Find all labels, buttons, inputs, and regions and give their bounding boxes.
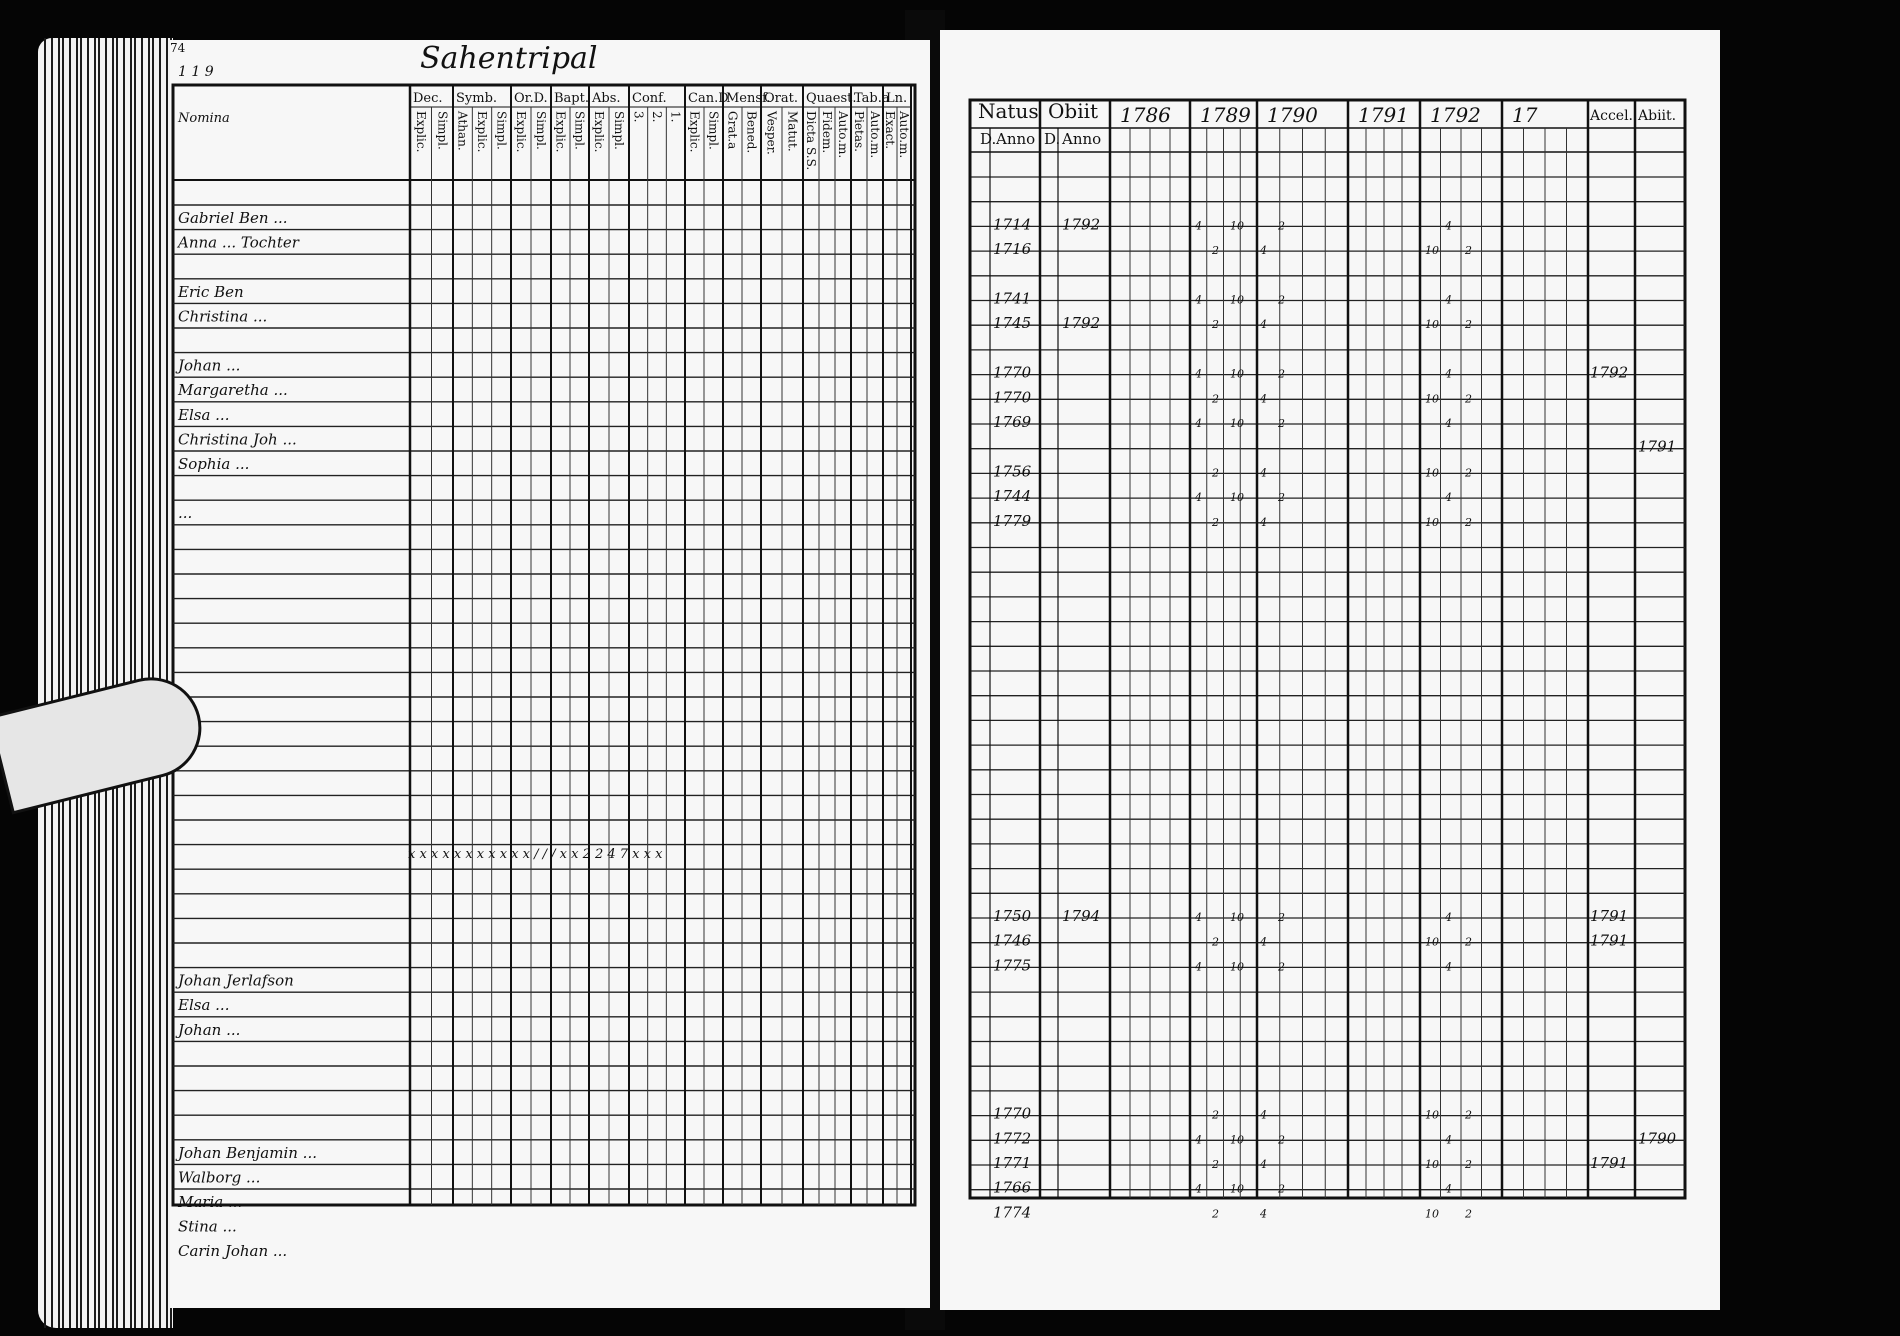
column-group-label: Orat. [764, 91, 798, 106]
column-sub-label: Bened. [744, 111, 759, 154]
column-sub-label: Dicta S.S. [804, 111, 818, 171]
attendance-mark: 4 [1260, 1158, 1267, 1171]
attendance-mark: 10 [1425, 318, 1439, 332]
attendance-mark: 10 [1230, 1182, 1244, 1196]
attendance-mark: 4 [1195, 960, 1202, 974]
year-column-header: 1791 [1358, 103, 1409, 127]
year-column-header: 17 [1512, 103, 1538, 127]
attendance-mark: 2 [1212, 1207, 1219, 1221]
column-sub-label: Matut. [785, 111, 800, 152]
attendance-mark: 2 [1278, 417, 1285, 430]
examination-marks-row: x x x x x x x x x x x / / / x x 2 2 4 7 x x x [408, 847, 663, 862]
person-name: Elsa ... [178, 405, 230, 424]
person-name: Johan ... [178, 1020, 241, 1039]
column-sub-label: 1. [668, 111, 683, 123]
page-edge-line [98, 38, 100, 1328]
attendance-mark: 10 [1230, 293, 1244, 307]
attendance-mark: 2 [1278, 491, 1285, 505]
column-group-label: Tab.a [854, 91, 890, 106]
birth-year: 1779 [993, 511, 1032, 530]
column-group-label: Or.D. [514, 91, 548, 106]
page-edge-line [112, 38, 114, 1328]
page-number: 74 [170, 41, 186, 55]
attendance-mark: 2 [1465, 1158, 1472, 1171]
abiit-header: Abiit. [1638, 108, 1677, 124]
column-sub-label: Auto.m. [868, 111, 882, 159]
attendance-mark: 4 [1195, 417, 1202, 430]
attendance-mark: 2 [1465, 935, 1472, 949]
column-sub-label: 2. [650, 111, 664, 123]
birth-year: 1770 [993, 363, 1032, 382]
column-sub-label: Explic. [592, 111, 606, 153]
attendance-mark: 4 [1445, 367, 1452, 381]
side-year: 1792 [1590, 363, 1629, 382]
person-name: Christina Joh ... [178, 430, 297, 449]
attendance-mark: 2 [1278, 367, 1285, 381]
person-name: Christina ... [178, 307, 268, 326]
natus-day-header: D. [980, 130, 997, 148]
column-group-label: Abs. [592, 91, 621, 106]
parish-title: Sahentripal [420, 41, 598, 76]
page-edge-line [105, 38, 107, 1328]
obiit-header: Obiit [1048, 99, 1099, 123]
attendance-mark: 10 [1425, 392, 1439, 406]
attendance-mark: 2 [1465, 244, 1472, 258]
attendance-mark: 10 [1425, 244, 1439, 258]
attendance-mark: 2 [1465, 392, 1472, 406]
attendance-mark: 4 [1445, 911, 1452, 924]
death-year: 1794 [1062, 907, 1101, 925]
attendance-mark: 4 [1445, 219, 1452, 233]
attendance-mark: 4 [1195, 367, 1202, 381]
column-sub-label: Simpl. [706, 111, 721, 150]
column-group-label: Can.D [688, 91, 729, 106]
attendance-mark: 4 [1445, 417, 1452, 430]
attendance-mark: 2 [1212, 392, 1219, 406]
attendance-mark: 10 [1230, 367, 1244, 381]
column-sub-label: Fidem. [820, 111, 834, 154]
column-sub-label: Explic. [475, 111, 489, 153]
year-column-header: 1789 [1200, 103, 1251, 127]
attendance-mark: 10 [1230, 1133, 1244, 1147]
column-sub-label: Explic. [413, 111, 428, 153]
page-edge-line [87, 38, 89, 1328]
attendance-mark: 10 [1425, 1207, 1439, 1221]
attendance-mark: 4 [1195, 293, 1202, 307]
column-group-label: Dec. [413, 91, 443, 106]
year-column-header: 1786 [1120, 103, 1171, 127]
column-sub-label: Simpl. [494, 111, 509, 150]
column-sub-label: Vesper. [764, 111, 779, 155]
year-column-header: 1790 [1267, 103, 1318, 127]
attendance-mark: 10 [1230, 219, 1244, 233]
page-edge-line [44, 38, 46, 1328]
attendance-mark: 4 [1195, 219, 1202, 233]
attendance-mark: 2 [1278, 1133, 1285, 1147]
column-group-label: Mensf. [726, 91, 771, 106]
attendance-mark: 2 [1465, 1207, 1472, 1221]
column-sub-label: Simpl. [612, 111, 626, 150]
attendance-mark: 4 [1260, 935, 1267, 949]
column-sub-label: Explic. [514, 111, 528, 153]
birth-year: 1746 [993, 931, 1032, 950]
attendance-mark: 2 [1465, 318, 1472, 332]
attendance-mark: 4 [1195, 1133, 1202, 1147]
attendance-mark: 4 [1445, 960, 1452, 974]
attendance-mark: 4 [1195, 491, 1202, 505]
column-sub-label: Pietas. [852, 111, 866, 152]
birth-year: 1772 [993, 1129, 1032, 1148]
person-name: Johan Jerlafson [178, 971, 294, 990]
page-edge-line [58, 38, 60, 1328]
column-sub-label: Auto.m. [836, 111, 850, 159]
page-edge-line [69, 38, 71, 1328]
accessit-header: Accel. [1590, 108, 1634, 124]
attendance-mark: 4 [1445, 1182, 1452, 1196]
page-edge-line [51, 38, 53, 1328]
column-sub-label: Simpl. [572, 111, 587, 150]
column-group-label: Symb. [456, 91, 498, 106]
attendance-mark: 2 [1212, 1158, 1219, 1171]
attendance-mark: 4 [1445, 491, 1452, 505]
side-year: 1791 [1590, 931, 1629, 950]
attendance-mark: 2 [1212, 244, 1219, 258]
page-edge-line [62, 38, 64, 1328]
death-year: 1792 [1062, 314, 1101, 333]
column-sub-label: Exact. [883, 111, 897, 150]
attendance-mark: 4 [1260, 318, 1267, 332]
person-name: Eric Ben [178, 282, 244, 301]
attendance-mark: 4 [1260, 1207, 1267, 1221]
attendance-mark: 10 [1425, 935, 1439, 949]
attendance-mark: 4 [1260, 466, 1267, 480]
person-name: Carin Johan ... [178, 1242, 288, 1261]
column-sub-label: Simpl. [534, 111, 548, 150]
birth-year: 1770 [993, 1104, 1032, 1123]
birth-year: 1714 [993, 215, 1032, 234]
column-sub-label: Explic. [687, 111, 702, 153]
attendance-mark: 2 [1278, 1182, 1285, 1196]
page-edge-line [76, 38, 78, 1328]
birth-year: 1744 [993, 487, 1032, 506]
attendance-mark: 10 [1425, 1108, 1439, 1122]
column-sub-label: Simpl. [435, 111, 450, 150]
side-year: 1791 [1590, 1154, 1629, 1172]
column-sub-label: Athan. [455, 111, 470, 151]
person-name: Walborg ... [178, 1168, 261, 1187]
birth-year: 1750 [993, 907, 1032, 925]
page-mark: 1 1 9 [178, 64, 214, 80]
left-register-table [170, 40, 930, 1308]
column-group-label: Quaest. [806, 91, 857, 106]
attendance-mark: 2 [1278, 960, 1285, 974]
person-name: Margaretha ... [178, 381, 288, 400]
attendance-mark: 10 [1425, 466, 1439, 480]
birth-year: 1774 [993, 1203, 1032, 1222]
attendance-mark: 10 [1425, 1158, 1439, 1171]
attendance-mark: 2 [1212, 466, 1219, 480]
person-name: Elsa ... [178, 996, 230, 1015]
birth-year: 1775 [993, 956, 1032, 975]
column-group-label: Bapt. [554, 91, 589, 106]
obiit-anno-header: Anno [1062, 130, 1102, 148]
year-column-header: 1792 [1430, 103, 1481, 127]
natus-header: Natus [978, 99, 1039, 123]
natus-anno-header: Anno [996, 130, 1036, 148]
person-name: Stina ... [178, 1217, 237, 1236]
attendance-mark: 10 [1230, 417, 1244, 430]
column-sub-label: Auto.m. [897, 111, 911, 159]
attendance-mark: 2 [1212, 515, 1219, 529]
attendance-mark: 4 [1260, 244, 1267, 258]
birth-year: 1766 [993, 1178, 1032, 1197]
attendance-mark: 4 [1260, 1108, 1267, 1122]
attendance-mark: 4 [1195, 911, 1202, 924]
attendance-mark: 4 [1195, 1182, 1202, 1196]
attendance-mark: 2 [1278, 911, 1285, 924]
birth-year: 1769 [993, 413, 1032, 431]
page-edge-line [80, 38, 82, 1328]
person-name: Gabriel Ben ... [178, 209, 288, 227]
birth-year: 1716 [993, 240, 1032, 259]
person-name: Johan ... [178, 356, 241, 375]
birth-year: 1771 [993, 1154, 1032, 1172]
attendance-mark: 4 [1445, 1133, 1452, 1147]
attendance-mark: 10 [1230, 960, 1244, 974]
right-register-table [940, 30, 1720, 1310]
obiit-day-header: D. [1044, 130, 1061, 148]
attendance-mark: 4 [1260, 515, 1267, 529]
attendance-mark: 2 [1465, 466, 1472, 480]
attendance-mark: 2 [1212, 318, 1219, 332]
side-year: 1791 [1638, 437, 1677, 456]
attendance-mark: 10 [1230, 911, 1244, 924]
side-year: 1791 [1590, 907, 1629, 925]
birth-year: 1745 [993, 314, 1032, 333]
attendance-mark: 2 [1278, 219, 1285, 233]
person-name: Maria ... [178, 1193, 243, 1211]
page-edge-line [94, 38, 96, 1328]
birth-year: 1756 [993, 462, 1032, 481]
name-column-header: Nomina [178, 111, 230, 126]
attendance-mark: 2 [1212, 935, 1219, 949]
attendance-mark: 2 [1465, 515, 1472, 529]
birth-year: 1741 [993, 289, 1032, 308]
left-page [170, 40, 930, 1308]
side-year: 1790 [1638, 1129, 1677, 1148]
attendance-mark: 2 [1212, 1108, 1219, 1122]
column-sub-label: Explic. [553, 111, 568, 153]
attendance-mark: 2 [1278, 293, 1285, 307]
person-name: ... [178, 504, 193, 523]
right-page [940, 30, 1720, 1310]
person-name: Sophia ... [178, 455, 250, 473]
person-name: Johan Benjamin ... [178, 1143, 317, 1162]
attendance-mark: 10 [1425, 515, 1439, 529]
column-group-label: Conf. [632, 91, 667, 106]
attendance-mark: 2 [1465, 1108, 1472, 1122]
person-name: Anna ... Tochter [178, 233, 299, 252]
attendance-mark: 4 [1260, 392, 1267, 406]
death-year: 1792 [1062, 215, 1101, 234]
attendance-mark: 4 [1445, 293, 1452, 307]
column-sub-label: Grat.a [725, 111, 740, 150]
birth-year: 1770 [993, 388, 1032, 407]
column-sub-label: 3. [631, 111, 646, 123]
column-group-label: Ln. [886, 91, 908, 106]
attendance-mark: 10 [1230, 491, 1244, 505]
